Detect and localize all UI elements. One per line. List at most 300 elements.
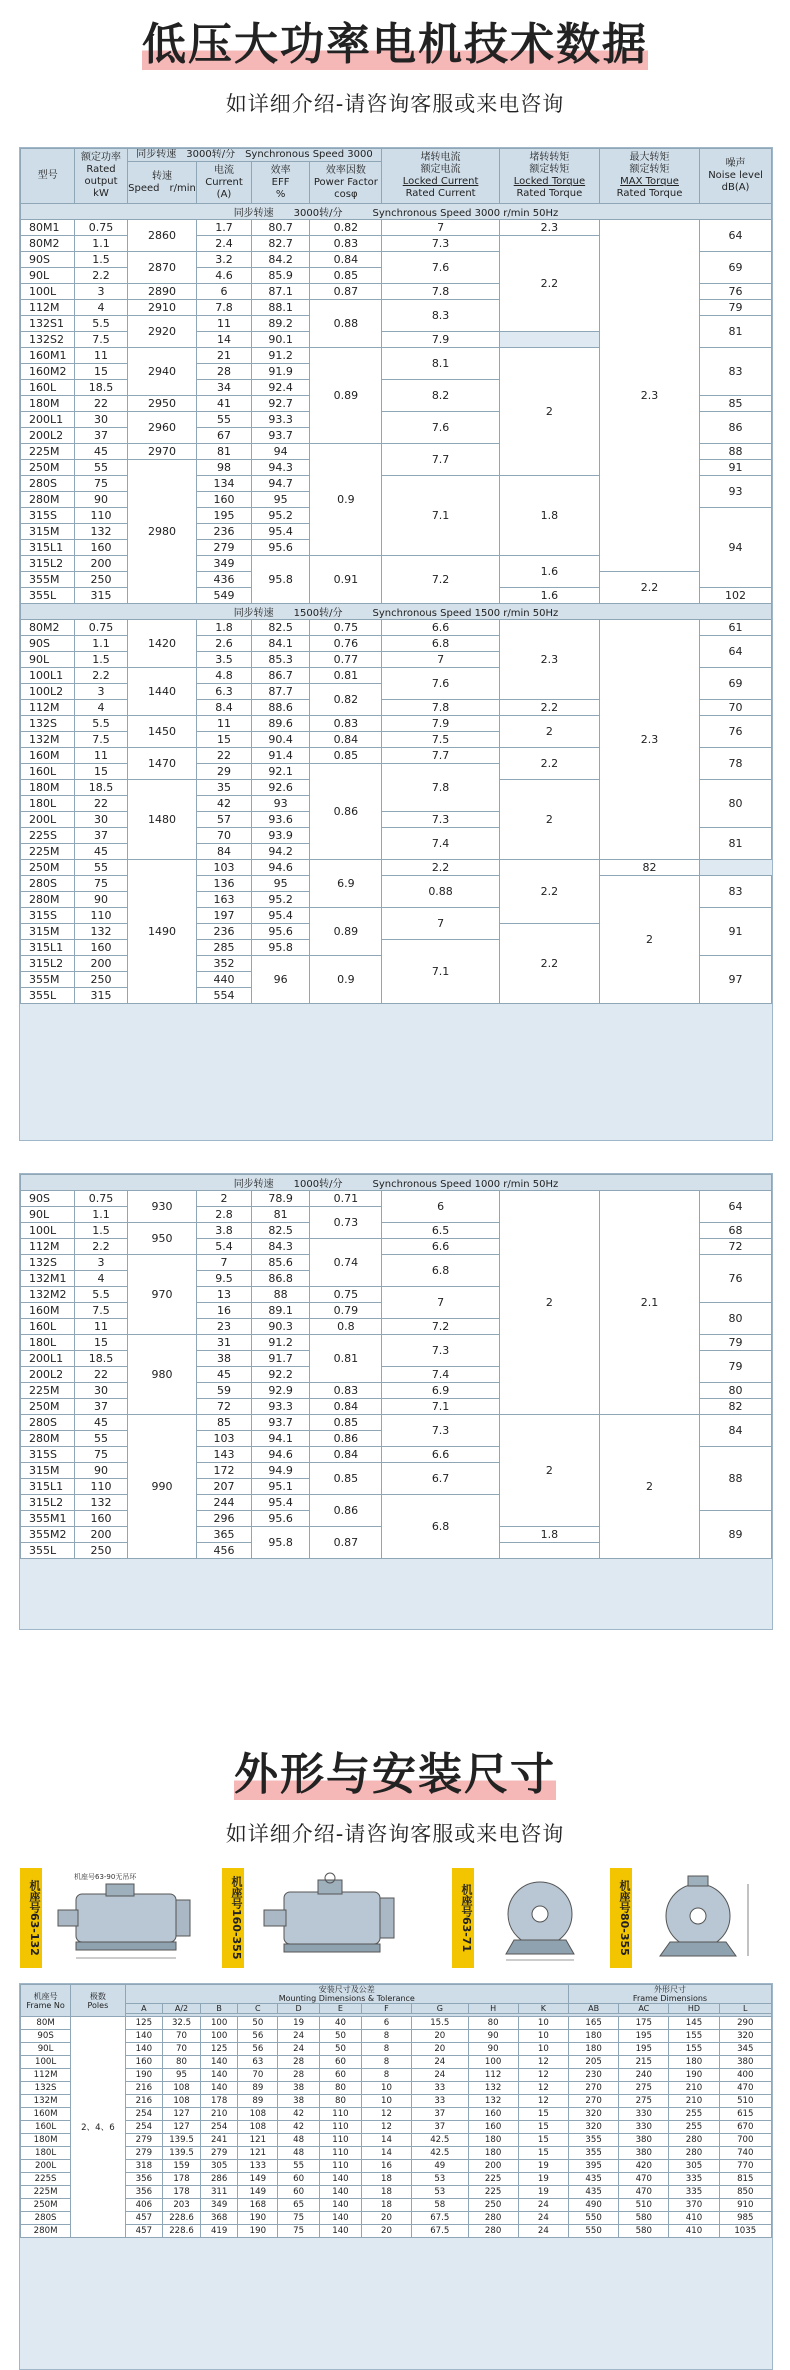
dim-cell: 10 xyxy=(518,2043,568,2056)
dim-cell: 290 xyxy=(719,2017,771,2030)
dim-col-a: A xyxy=(125,2004,163,2014)
dim-cell: 349 xyxy=(200,2199,238,2212)
hdr-eff: 效率 EFF % xyxy=(251,162,310,204)
dim-col-ab: AB xyxy=(569,2004,619,2014)
dim-cell: 225M xyxy=(21,2186,71,2199)
table-row: 160L 15 29 92.1 0.86 7.8 xyxy=(21,764,772,780)
table-row: 100L 1.5 950 3.8 82.5 6.5 68 xyxy=(21,1223,772,1239)
dim-cell: 410 xyxy=(669,2212,719,2225)
dim-cell: 80 xyxy=(468,2017,518,2030)
dim-cell: 356 xyxy=(125,2186,163,2199)
dim-hdr-outer: 外形尺寸 Frame Dimensions xyxy=(569,1985,772,2004)
dim-cell: 20 xyxy=(412,2030,468,2043)
table-row: 90L 1.5 3.5 85.3 0.77 7 xyxy=(21,652,772,668)
dim-col-f: F xyxy=(361,2004,411,2014)
dim-cell: 140 xyxy=(320,2212,362,2225)
dim-cell: 12 xyxy=(361,2108,411,2121)
dim-cell: 56 xyxy=(238,2030,278,2043)
dim-cell: 53 xyxy=(412,2173,468,2186)
dim-cell: 16 xyxy=(361,2160,411,2173)
dim-cell: 330 xyxy=(619,2108,669,2121)
table-row: 280S 75 134 94.7 7.1 1.8 93 xyxy=(21,476,772,492)
dim-cell: 180M xyxy=(21,2134,71,2147)
table-row: 180L 15 980 31 91.2 0.81 7.3 79 xyxy=(21,1335,772,1351)
dim-poles-cell: 2、4、6 xyxy=(71,2017,125,2238)
table-row: 160M 11 1470 22 91.4 0.85 7.7 2.2 78 xyxy=(21,748,772,764)
motor-end-view-large xyxy=(636,1870,766,1966)
table-row: 90L 2.2 4.6 85.9 0.85 xyxy=(21,268,772,284)
dim-cell: 15 xyxy=(518,2147,568,2160)
table-row: 225S 37 70 93.9 7.4 81 xyxy=(21,828,772,844)
table-row: 280M 90 163 95.2 xyxy=(21,892,772,908)
dim-cell: 355 xyxy=(569,2134,619,2147)
table-row: 225M 45 2970 81 94 0.9 7.7 88 xyxy=(21,444,772,460)
dim-cell: 108 xyxy=(238,2121,278,2134)
dim-table-row xyxy=(21,2225,772,2238)
table-row: 315S 75 143 94.6 0.84 6.6 88 xyxy=(21,1447,772,1463)
dim-cell: 180 xyxy=(569,2030,619,2043)
dim-cell: 190 xyxy=(238,2212,278,2225)
dim-cell: 419 xyxy=(200,2225,238,2238)
dim-cell: 254 xyxy=(125,2108,163,2121)
dim-cell: 510 xyxy=(719,2095,771,2108)
table-row: 355L 250 456 xyxy=(21,1543,772,1559)
dim-cell: 320 xyxy=(719,2030,771,2043)
dim-cell: 125 xyxy=(200,2043,238,2056)
table-row: 132S1 5.5 2920 11 89.2 81 xyxy=(21,316,772,332)
dim-cell: 140 xyxy=(200,2082,238,2095)
dim-cell: 216 xyxy=(125,2095,163,2108)
dim-table-row xyxy=(21,2069,772,2082)
dim-cell: 28 xyxy=(278,2069,320,2082)
table-row: 355L 315 549 1.6 102 xyxy=(21,588,772,604)
table-row: 315L1 110 207 95.1 xyxy=(21,1479,772,1495)
dim-cell: 19 xyxy=(518,2186,568,2199)
dim-cell: 24 xyxy=(412,2056,468,2069)
dim-cell: 700 xyxy=(719,2134,771,2147)
table-row: 315M 90 172 94.9 0.85 6.7 xyxy=(21,1463,772,1479)
dim-col-h: H xyxy=(468,2004,518,2014)
dim-cell: 50 xyxy=(320,2030,362,2043)
dim-cell: 12 xyxy=(518,2095,568,2108)
dim-cell: 32.5 xyxy=(163,2017,201,2030)
dim-cell: 910 xyxy=(719,2199,771,2212)
table-row: 160L 11 23 90.3 0.8 7.2 xyxy=(21,1319,772,1335)
dim-cell: 305 xyxy=(200,2160,238,2173)
dim-cell: 457 xyxy=(125,2212,163,2225)
dim-cell: 15.5 xyxy=(412,2017,468,2030)
dim-cell: 42 xyxy=(278,2121,320,2134)
table-row: 315S 110 195 95.2 94 xyxy=(21,508,772,524)
dim-cell: 241 xyxy=(200,2134,238,2147)
dim-cell: 356 xyxy=(125,2173,163,2186)
dimensions-panel xyxy=(19,1983,773,2370)
table-row: 280S 75 136 95 0.88 2 83 xyxy=(21,876,772,892)
dim-cell: 490 xyxy=(569,2199,619,2212)
dim-cell: 10 xyxy=(361,2095,411,2108)
dim-cell: 320 xyxy=(569,2121,619,2134)
dim-cell: 10 xyxy=(518,2017,568,2030)
dim-cell: 58 xyxy=(412,2199,468,2212)
table-row: 225M 30 59 92.9 0.83 6.9 80 xyxy=(21,1383,772,1399)
dim-cell: 10 xyxy=(518,2030,568,2043)
table-row: 200L2 37 67 93.7 xyxy=(21,428,772,444)
table-row: 180M 22 2950 41 92.7 85 xyxy=(21,396,772,412)
dim-cell: 580 xyxy=(619,2212,669,2225)
dim-cell: 18 xyxy=(361,2186,411,2199)
dim-cell: 67.5 xyxy=(412,2212,468,2225)
table-row: 315L2 132 244 95.4 0.86 6.8 xyxy=(21,1495,772,1511)
dim-cell: 510 xyxy=(619,2199,669,2212)
dim-cell: 275 xyxy=(619,2082,669,2095)
dim-cell: 127 xyxy=(163,2108,201,2121)
table-row: 250M 55 1490 103 94.6 6.9 2.2 2.2 82 xyxy=(21,860,772,876)
dim-cell: 75 xyxy=(278,2225,320,2238)
table-row: 132S2 7.5 14 90.1 7.9 xyxy=(21,332,772,348)
dim-cell: 160 xyxy=(468,2108,518,2121)
dim-cell: 615 xyxy=(719,2108,771,2121)
dim-cell: 55 xyxy=(278,2160,320,2173)
dim-cell: 80M xyxy=(21,2017,71,2030)
dim-cell: 70 xyxy=(163,2043,201,2056)
dim-cell: 42 xyxy=(278,2108,320,2121)
dim-cell: 125 xyxy=(125,2017,163,2030)
table-row: 80M2 1.1 2.4 82.7 0.83 7.3 2.2 xyxy=(21,236,772,252)
dim-cell: 100 xyxy=(200,2030,238,2043)
dim-cell: 60 xyxy=(320,2056,362,2069)
dim-cell: 228.6 xyxy=(163,2225,201,2238)
dim-cell: 70 xyxy=(238,2069,278,2082)
dim-col-k: K xyxy=(518,2004,568,2014)
dim-table-row xyxy=(21,2134,772,2147)
dim-cell: 178 xyxy=(163,2173,201,2186)
dim-cell: 770 xyxy=(719,2160,771,2173)
table-row: 160L 18.5 34 92.4 8.2 xyxy=(21,380,772,396)
dim-col-g: G xyxy=(412,2004,468,2014)
dim-cell: 24 xyxy=(518,2225,568,2238)
table-row: 280M 55 103 94.1 0.86 xyxy=(21,1431,772,1447)
dim-cell: 108 xyxy=(163,2095,201,2108)
dim-cell: 380 xyxy=(619,2147,669,2160)
table-row: 132M2 5.5 13 88 0.75 7 xyxy=(21,1287,772,1303)
dim-cell: 132 xyxy=(468,2082,518,2095)
label-frame-80-355: 机座号80-355 xyxy=(610,1868,632,1968)
dim-cell: 8 xyxy=(361,2069,411,2082)
dim-cell: 12 xyxy=(361,2121,411,2134)
dim-cell: 42.5 xyxy=(412,2134,468,2147)
dim-table-row xyxy=(21,2095,772,2108)
dim-cell: 8 xyxy=(361,2030,411,2043)
table-row: 160M1 11 2940 21 91.2 0.89 8.1 2 83 xyxy=(21,348,772,364)
table-row: 132M1 4 9.5 86.8 xyxy=(21,1271,772,1287)
dim-cell: 110 xyxy=(320,2121,362,2134)
dim-cell: 48 xyxy=(278,2147,320,2160)
dim-cell: 1035 xyxy=(719,2225,771,2238)
dim-cell: 280 xyxy=(468,2225,518,2238)
dim-cell: 210 xyxy=(200,2108,238,2121)
section-title: 外形与安装尺寸 xyxy=(234,1749,556,1800)
dim-cell: 175 xyxy=(619,2017,669,2030)
dim-cell: 19 xyxy=(278,2017,320,2030)
hdr-locked-current: 堵转电流 额定电流 Locked Current Rated Current xyxy=(382,149,500,204)
dim-col-d: D xyxy=(278,2004,320,2014)
dim-cell: 90S xyxy=(21,2030,71,2043)
dim-cell: 121 xyxy=(238,2147,278,2160)
dim-cell: 19 xyxy=(518,2160,568,2173)
dim-cell: 110 xyxy=(320,2134,362,2147)
dim-cell: 406 xyxy=(125,2199,163,2212)
dim-cell: 112M xyxy=(21,2069,71,2082)
dim-cell: 132S xyxy=(21,2082,71,2095)
dim-cell: 28 xyxy=(278,2056,320,2069)
dim-cell: 230 xyxy=(569,2069,619,2082)
dim-table-row xyxy=(21,2147,772,2160)
dim-cell: 254 xyxy=(200,2121,238,2134)
dim-table-row xyxy=(21,2030,772,2043)
dim-cell: 110 xyxy=(320,2108,362,2121)
table-row: 355M2 200 365 95.8 0.87 1.8 xyxy=(21,1527,772,1543)
dim-cell: 190 xyxy=(669,2069,719,2082)
dim-cell: 139.5 xyxy=(163,2134,201,2147)
dim-cell: 80 xyxy=(320,2082,362,2095)
dim-cell: 140 xyxy=(320,2186,362,2199)
dim-col-ac: AC xyxy=(619,2004,669,2014)
table-row: 132S 5.5 1450 11 89.6 0.83 7.9 2 76 xyxy=(21,716,772,732)
dim-cell: 48 xyxy=(278,2134,320,2147)
dim-cell: 67.5 xyxy=(412,2225,468,2238)
dim-cell: 56 xyxy=(238,2043,278,2056)
dim-cell: 190 xyxy=(125,2069,163,2082)
table-row: 250M 55 2980 98 94.3 91 xyxy=(21,460,772,476)
dim-cell: 160 xyxy=(125,2056,163,2069)
dim-cell: 33 xyxy=(412,2095,468,2108)
hdr-pf: 效率因数 Power Factor cosφ xyxy=(310,162,382,204)
dim-cell: 14 xyxy=(361,2134,411,2147)
table-row: 280M 90 160 95 xyxy=(21,492,772,508)
dim-cell: 228.6 xyxy=(163,2212,201,2225)
dim-cell: 40 xyxy=(320,2017,362,2030)
dim-cell: 90 xyxy=(468,2043,518,2056)
table-row: 250M 37 72 93.3 0.84 7.1 82 xyxy=(21,1399,772,1415)
dim-cell: 275 xyxy=(619,2095,669,2108)
table-row: 315L1 160 285 95.8 7.1 xyxy=(21,940,772,956)
hdr-noise: 噪声 Noise level dB(A) xyxy=(700,149,772,204)
table-row: 315S 110 197 95.4 0.89 7 91 xyxy=(21,908,772,924)
dim-cell: 108 xyxy=(163,2082,201,2095)
dim-cell: 90 xyxy=(468,2030,518,2043)
table-row: 100L1 2.2 1440 4.8 86.7 0.81 7.6 69 xyxy=(21,668,772,684)
dim-cell: 8 xyxy=(361,2056,411,2069)
dim-cell: 12 xyxy=(518,2056,568,2069)
dim-cell: 38 xyxy=(278,2095,320,2108)
dim-cell: 210 xyxy=(669,2095,719,2108)
tech-data-panel-2 xyxy=(19,1173,773,1630)
dim-cell: 435 xyxy=(569,2173,619,2186)
dim-cell: 318 xyxy=(125,2160,163,2173)
dim-cell: 850 xyxy=(719,2186,771,2199)
dim-hdr-poles: 极数 Poles xyxy=(71,1985,125,2017)
dim-cell: 250 xyxy=(468,2199,518,2212)
dim-cell: 24 xyxy=(278,2043,320,2056)
table-row: 200L1 30 2960 55 93.3 7.6 86 xyxy=(21,412,772,428)
dim-cell: 140 xyxy=(320,2173,362,2186)
table-row: 315L1 160 279 95.6 xyxy=(21,540,772,556)
dim-cell: 195 xyxy=(619,2043,669,2056)
dim-cell: 12 xyxy=(518,2082,568,2095)
table-row: 80M2 0.75 1420 1.8 82.5 0.75 6.6 2.3 2.3 61 xyxy=(21,620,772,636)
dim-table-row xyxy=(21,2121,772,2134)
table-row: 315L2 200 352 96 0.9 97 xyxy=(21,956,772,972)
dim-cell: 65 xyxy=(278,2199,320,2212)
dim-cell: 335 xyxy=(669,2186,719,2199)
dim-col-e: E xyxy=(320,2004,362,2014)
dim-cell: 168 xyxy=(238,2199,278,2212)
dim-cell: 985 xyxy=(719,2212,771,2225)
dim-cell: 470 xyxy=(619,2186,669,2199)
dim-cell: 132M xyxy=(21,2095,71,2108)
dim-cell: 178 xyxy=(163,2186,201,2199)
table-row: 315M 132 236 95.6 2.2 xyxy=(21,924,772,940)
dim-cell: 457 xyxy=(125,2225,163,2238)
dim-cell: 225S xyxy=(21,2173,71,2186)
dim-cell: 20 xyxy=(361,2212,411,2225)
mounting-diagrams xyxy=(20,1868,770,1968)
dim-cell: 100L xyxy=(21,2056,71,2069)
tech-data-table-1000 xyxy=(20,1174,772,1559)
dim-cell: 280S xyxy=(21,2212,71,2225)
dim-cell: 12 xyxy=(518,2069,568,2082)
motor-side-view-small xyxy=(46,1870,216,1966)
dim-cell: 320 xyxy=(569,2108,619,2121)
dim-cell: 550 xyxy=(569,2212,619,2225)
table-row: 355M 250 436 2.2 xyxy=(21,572,772,588)
dim-cell: 215 xyxy=(619,2056,669,2069)
dim-cell: 205 xyxy=(569,2056,619,2069)
dim-cell: 108 xyxy=(238,2108,278,2121)
dim-cell: 60 xyxy=(320,2069,362,2082)
dim-cell: 180 xyxy=(669,2056,719,2069)
dim-cell: 50 xyxy=(320,2043,362,2056)
dim-cell: 180L xyxy=(21,2147,71,2160)
dim-cell: 121 xyxy=(238,2134,278,2147)
dim-cell: 190 xyxy=(238,2225,278,2238)
dim-cell: 380 xyxy=(619,2134,669,2147)
dim-table-row xyxy=(21,2199,772,2212)
dim-cell: 180 xyxy=(468,2147,518,2160)
page-title: 低压大功率电机技术数据 xyxy=(142,19,648,70)
dim-cell: 49 xyxy=(412,2160,468,2173)
table-row: 315L2 200 349 95.8 0.91 7.2 1.6 xyxy=(21,556,772,572)
dim-cell: 18 xyxy=(361,2199,411,2212)
dim-cell: 24 xyxy=(412,2069,468,2082)
dim-cell: 155 xyxy=(669,2043,719,2056)
dim-cell: 140 xyxy=(125,2043,163,2056)
table-row: 90L 1.1 2.8 81 0.73 xyxy=(21,1207,772,1223)
table-row: 112M 4 2910 7.8 88.1 0.88 8.3 79 xyxy=(21,300,772,316)
dim-cell: 140 xyxy=(125,2030,163,2043)
dim-cell: 20 xyxy=(361,2225,411,2238)
dim-cell: 216 xyxy=(125,2082,163,2095)
dim-cell: 270 xyxy=(569,2095,619,2108)
dim-cell: 145 xyxy=(669,2017,719,2030)
dim-cell: 132 xyxy=(468,2095,518,2108)
dim-cell: 140 xyxy=(200,2056,238,2069)
dim-cell: 110 xyxy=(320,2147,362,2160)
dim-cell: 80 xyxy=(163,2056,201,2069)
dim-cell: 160M xyxy=(21,2108,71,2121)
table-row: 112M 2.2 5.4 84.3 0.74 6.6 72 xyxy=(21,1239,772,1255)
table-row: 180L 22 42 93 xyxy=(21,796,772,812)
dim-cell: 140 xyxy=(200,2069,238,2082)
dim-cell: 255 xyxy=(669,2108,719,2121)
table-row: 280S 45 990 85 93.7 0.85 7.3 2 2 84 xyxy=(21,1415,772,1431)
dim-cell: 50 xyxy=(238,2017,278,2030)
dim-cell: 8 xyxy=(361,2043,411,2056)
dim-hdr-frame: 机座号 Frame No xyxy=(21,1985,71,2017)
table-row: 112M 4 8.4 88.6 7.8 2.2 70 xyxy=(21,700,772,716)
table-row: 90S 1.1 2.6 84.1 0.76 6.8 64 xyxy=(21,636,772,652)
dim-cell: 14 xyxy=(361,2147,411,2160)
dim-cell: 330 xyxy=(619,2121,669,2134)
dim-cell: 60 xyxy=(278,2186,320,2199)
label-frame-63-71: 机座号63-71 xyxy=(452,1868,474,1968)
dim-cell: 280 xyxy=(669,2147,719,2160)
table-row: 90S 0.75 930 2 78.9 0.71 6 2 2.1 64 xyxy=(21,1191,772,1207)
dim-table-row xyxy=(21,2056,772,2069)
dim-cell: 63 xyxy=(238,2056,278,2069)
dim-hdr-mount: 安装尺寸及公差 Mounting Dimensions & Tolerance xyxy=(125,1985,568,2004)
table-row: 132S 3 970 7 85.6 6.8 76 xyxy=(21,1255,772,1271)
dim-col-l: L xyxy=(719,2004,771,2014)
table-row: 355M 250 440 xyxy=(21,972,772,988)
dim-cell: 89 xyxy=(238,2082,278,2095)
dim-cell: 345 xyxy=(719,2043,771,2056)
dim-cell: 740 xyxy=(719,2147,771,2160)
dim-cell: 20 xyxy=(412,2043,468,2056)
dim-cell: 400 xyxy=(719,2069,771,2082)
table-row: 100L 3 2890 6 87.1 0.87 7.8 76 xyxy=(21,284,772,300)
tech-data-table-3000-1500 xyxy=(20,148,772,1004)
table-row: 200L2 22 45 92.2 7.4 xyxy=(21,1367,772,1383)
dim-cell: 368 xyxy=(200,2212,238,2225)
dim-col-a-2: A/2 xyxy=(163,2004,201,2014)
table-row: 80M1 0.75 2860 1.7 80.7 0.82 7 2.3 2.3 64 xyxy=(21,220,772,236)
dim-cell: 15 xyxy=(518,2134,568,2147)
dim-table-row xyxy=(21,2186,772,2199)
dim-cell: 139.5 xyxy=(163,2147,201,2160)
dim-cell: 53 xyxy=(412,2186,468,2199)
dim-cell: 155 xyxy=(669,2030,719,2043)
dim-cell: 95 xyxy=(163,2069,201,2082)
dim-cell: 270 xyxy=(569,2082,619,2095)
dim-table-row xyxy=(21,2043,772,2056)
table-row: 160M2 15 28 91.9 xyxy=(21,364,772,380)
dim-cell: 70 xyxy=(163,2030,201,2043)
dim-cell: 160L xyxy=(21,2121,71,2134)
motor-side-view-large xyxy=(248,1870,418,1966)
hdr-locked-torque: 堵转转矩 额定转矩 Locked Torque Rated Torque xyxy=(499,149,599,204)
dim-cell: 435 xyxy=(569,2186,619,2199)
page-subtitle: 如详细介绍-请咨询客服或来电咨询 xyxy=(225,92,565,116)
dim-cell: 178 xyxy=(200,2095,238,2108)
hdr-speed: 转速 Speed r/min xyxy=(127,162,197,204)
dim-table-row xyxy=(21,2160,772,2173)
band-1500: 同步转速 1500转/分 Synchronous Speed 1500 r/min 50Hz xyxy=(21,604,772,620)
table-row: 132M 7.5 15 90.4 0.84 7.5 xyxy=(21,732,772,748)
dim-cell: 580 xyxy=(619,2225,669,2238)
dim-cell: 38 xyxy=(278,2082,320,2095)
hdr-model: 型号 xyxy=(21,149,75,204)
